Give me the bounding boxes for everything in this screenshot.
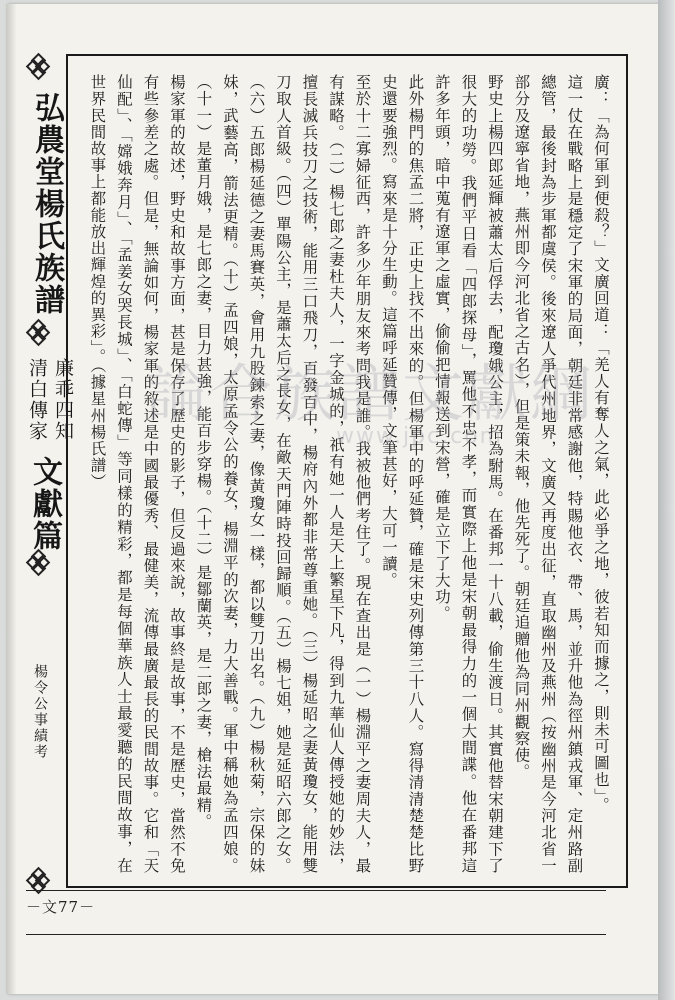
watermark-url: www.jpc.com: [336, 424, 504, 449]
book-page: [6, 4, 658, 994]
paragraph: 廣：「為何軍到便殺？」文廣回道：「羌人有奪人之氣，此必爭之地，彼若知而據之，則未可圖也」。: [592, 74, 610, 814]
genealogy-title: 弘農堂楊氏族譜: [29, 92, 64, 316]
binder-edge: [658, 0, 675, 1000]
section-title: 文獻篇: [27, 456, 62, 552]
paragraph: 此外楊門的焦孟二將，正史上找不出來的。但楊軍中的呼延贊，確是宋史列傳第三十八人。寫得清清楚楚比野史還要強烈。寫來是十分生動。這篇呼延贊傳，文筆甚好，大可一讀。: [380, 74, 425, 874]
page-number: －文77－: [26, 898, 96, 916]
watermark-text: 論合族譜文獻網: [146, 357, 595, 430]
diamond-ornament-icon: [28, 552, 48, 572]
paragraph: 至於十二寡婦征西，許多少年朋友來考問我是誰。我被他們考住了。現在查出是（一）楊淵平之妻周夫人，最有謀略。（二）楊七郎之妻杜夫人，一字金城的，祇有她一人是天上繁星下凡，得到九華仙人傳授她的妙法，擅長滅兵技刀之技術，能用三口飛刀，百發百中，楊府內外都非常尊重她。（三）楊延昭之妻黃瓊女，能用雙刀取人首級。（四）單陽公主，是蕭太后之長女，在敵天門陣時投回歸順。（五）楊七姐，她是延昭六郎之女。（六）五郎楊延德之妻馬賽英，會用九股鍊索之妻，像黃瓊女一樣，都以雙刀出名。（九）楊秋菊，宗保的妹妹，武藝高，箭法更精。（十）孟四娘，太原孟令公的養女，楊淵平的次妻，力大善戰。軍中稱她為孟四娘。（十一）是董月娥，是七郎之妻，目力甚強，能百步穿楊。（十二）是鄒蘭英，是二郎之妻，槍法最精。: [194, 74, 372, 874]
paragraph: 野史上楊四郎延輝被蕭太后俘去，配瓊娥公主，招為駙馬。在番邦一十八載，偷生渡日。其實他替宋朝建下了很大的功勞。我們平日看「四郎探母」，罵他不忠不孝，而實際上他是宋朝最得力的一個大間諜。他在番邦這許多年頭，暗中蒐有遼軍之虛實，偷偷把情報送到宋營，確是立下了大功。: [433, 74, 504, 874]
vertical-article-text: [84, 74, 614, 874]
paragraph: 這一仗在戰略上是穩定了宋軍的局面，朝廷非常感謝他，特賜他衣、帶、馬，並升他為徑州鎮戎軍、定州路副總管，最後封為步軍都虞侯。後來遼人爭代州地界，文廣又再度出征，直取幽州及燕州（按幽州是今河北省一部分及遼寧省地，燕州即今河北省之古名），但是策未報，他先死了。朝廷追贈他為同州觀察使。: [512, 74, 584, 874]
diamond-ornament-icon: [28, 322, 48, 342]
diamond-ornament-icon: [28, 56, 48, 76]
motto-line-2: 清白傳家: [26, 358, 48, 442]
page-spine-shadow: [6, 4, 16, 994]
chapter-credit: 楊令公事績考: [32, 664, 48, 760]
diamond-ornament-icon: [28, 870, 48, 890]
footer-rule: [26, 890, 606, 891]
footer-rule-bottom: [26, 934, 606, 935]
motto-line-1: 廉乖四知: [52, 358, 74, 442]
paragraph: 楊家軍的故述，野史和故事方面，甚是保存了歷史的影子，但反過來說，故事終是故事，不是歷史，當然不免有些參差之處。但是，無論如何，楊家軍的敘述是中國最優秀、最健美，流傳最廣最長的民間故事。它和「天仙配」、「嫦娥奔月」、「孟姜女哭長城」、「白蛇傳」等同樣的精彩，都是每個華族人士最愛聽的民間故事，在世界民間故事上都能放出輝煌的異彩」。（據星州楊氏譜）: [88, 74, 186, 874]
